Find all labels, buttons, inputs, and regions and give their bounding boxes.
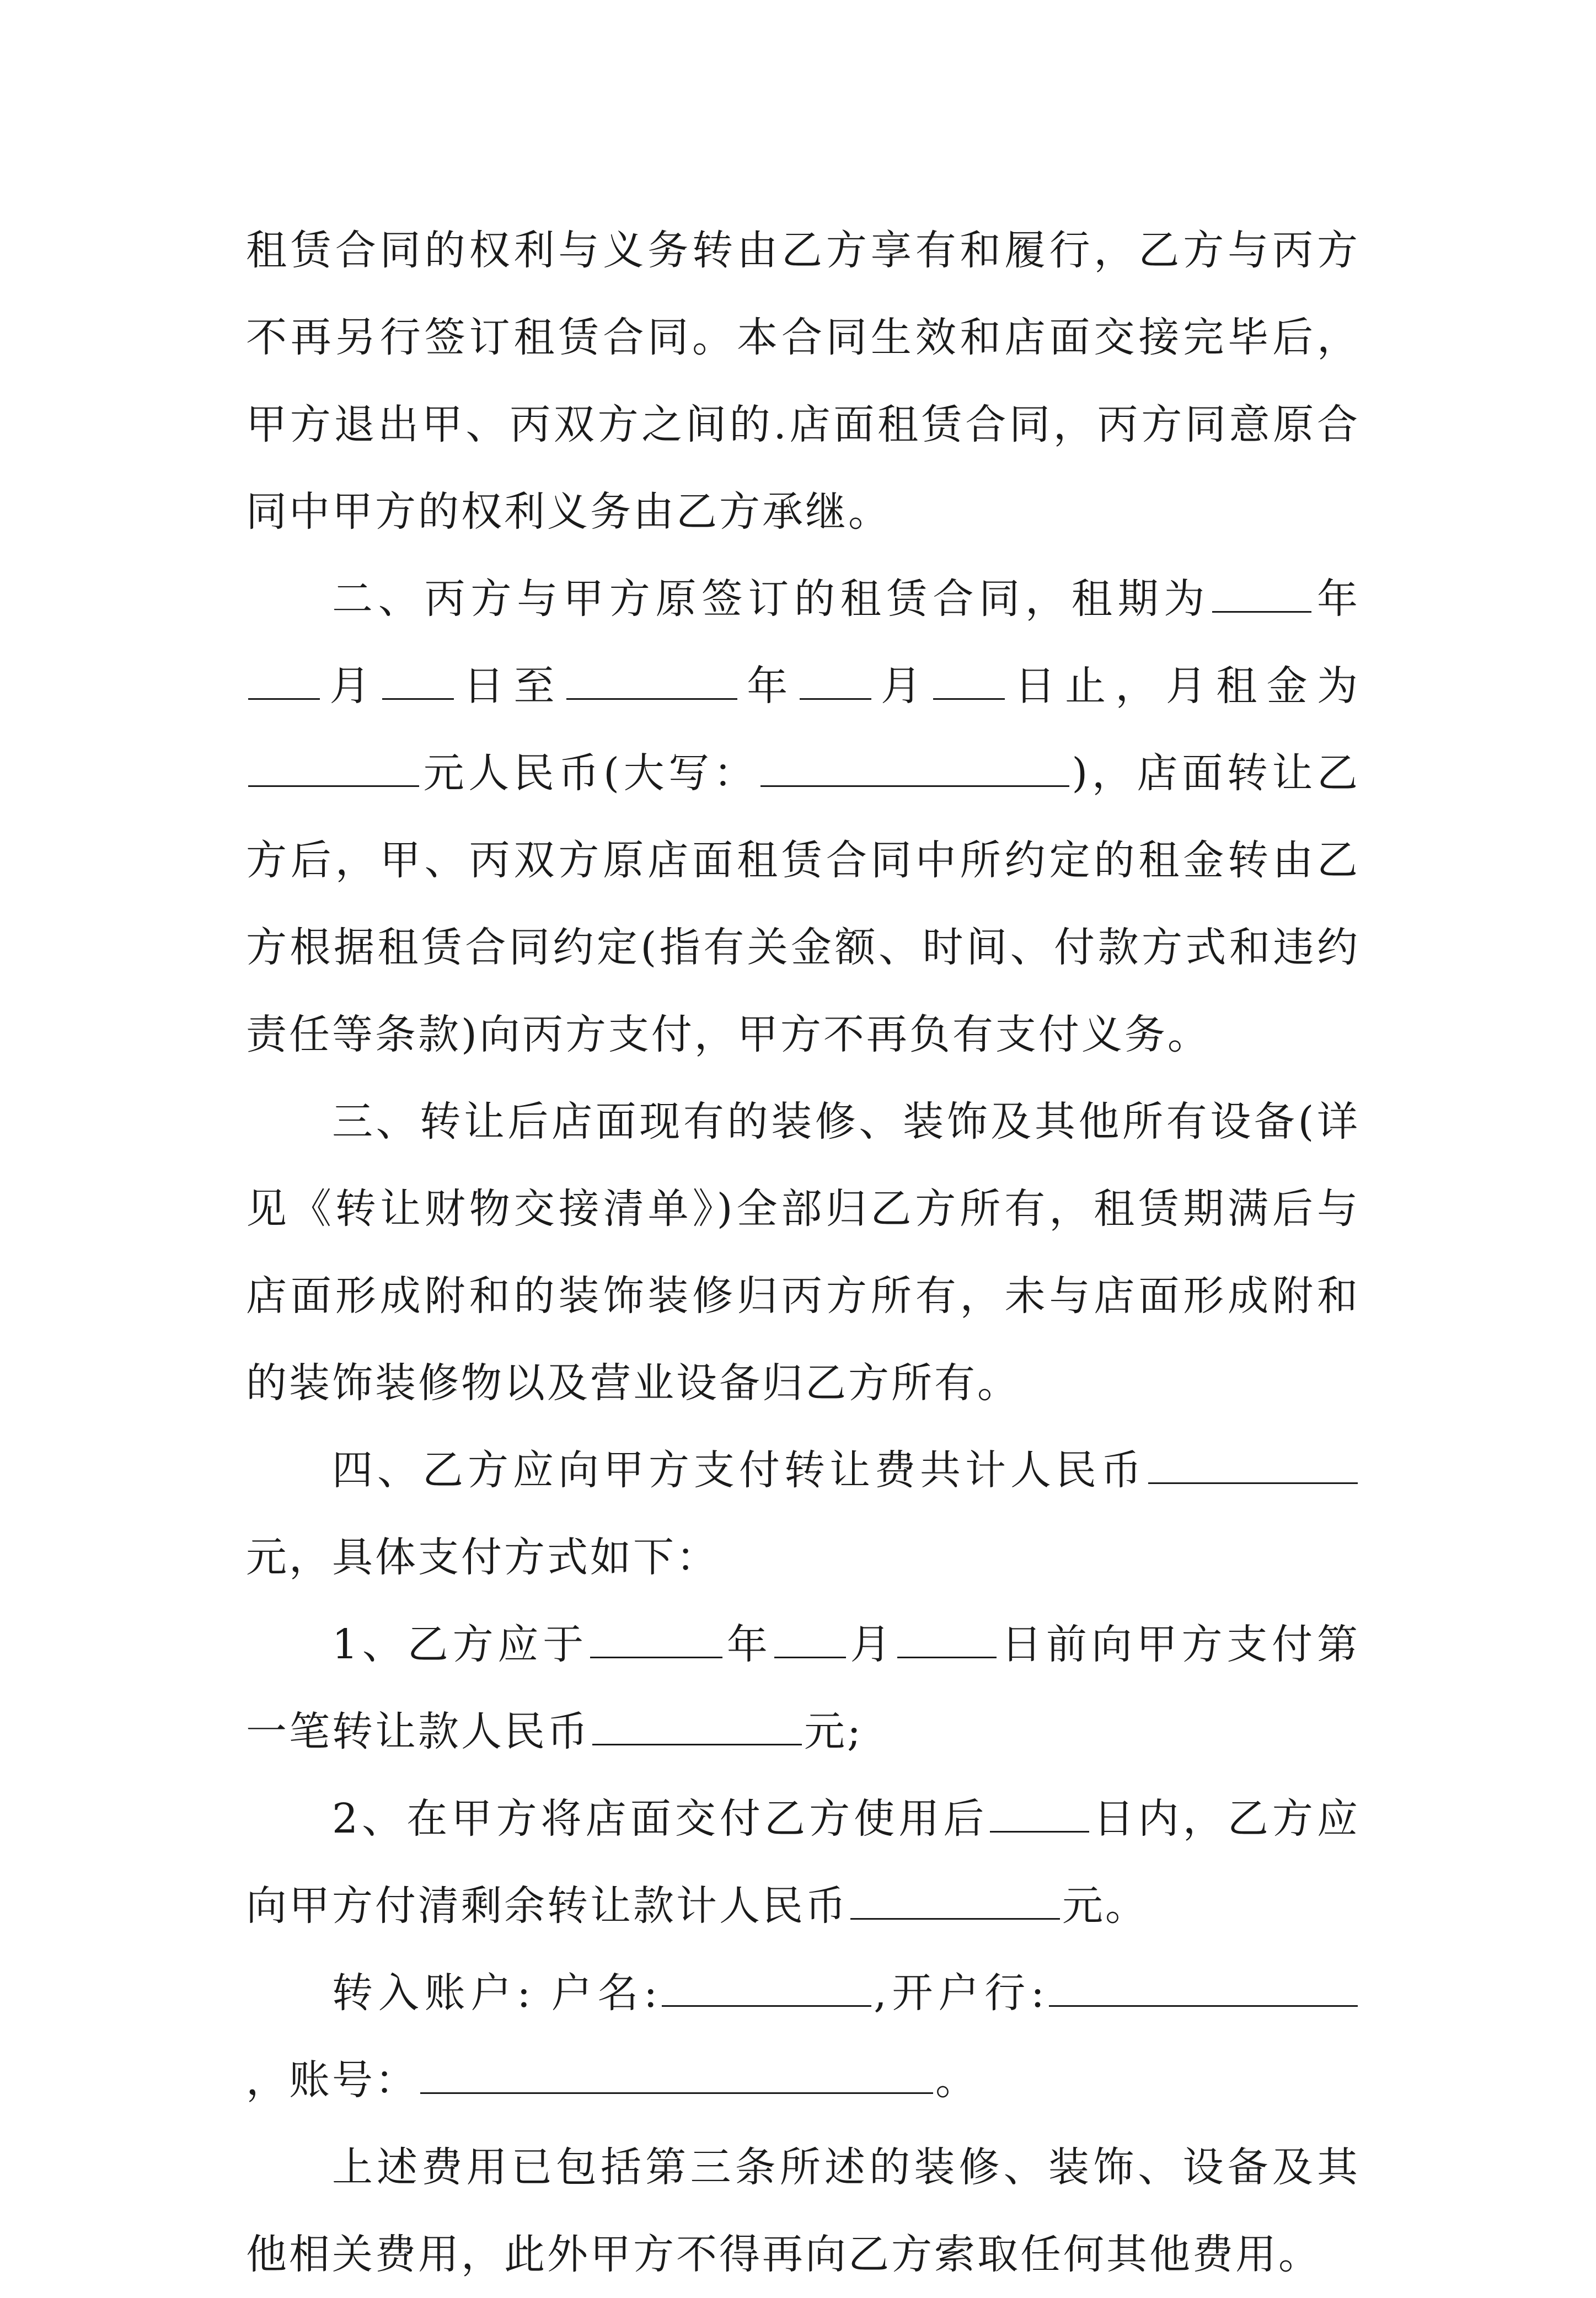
clause-four-text-a: 四、乙方应向甲方支付转让费共计人民币 [332,1447,1146,1494]
blank-field [760,750,1069,787]
payment-two-text-a: 2、在甲方将店面交付乙方使用后 [332,1795,988,1842]
document-page [246,207,1360,2298]
blank-field [850,1883,1060,1920]
blank-field [800,663,871,700]
account-text-d: 。 [935,2056,978,2104]
payment-two-text-b: 日内，乙方应向甲方付清剩余转让款计人民币 [246,1795,1360,1930]
clause-four-text-b: 元，具体支付方式如下： [246,1534,719,1581]
payment-one-text-a: 1、乙方应于 [332,1621,588,1668]
account-text-c: ，账号： [246,2056,418,2104]
blank-field [248,750,419,787]
paragraph-transfer-account [246,1949,1360,2124]
paragraph-lease-rights: 租赁合同的权利与义务转由乙方享有和履行，乙方与丙方不再另行签订租赁合同。本合同生效和店面交接完毕后，甲方退出甲、丙双方之间的.店面租赁合同，丙方同意原合同中甲方的权利义务由乙方承继。 [246,227,1360,535]
payment-two-text-c: 元。 [1062,1882,1148,1930]
paragraph-payment-two [246,1775,1360,1949]
account-text-a: 转入账户: 户名: [332,1969,660,2017]
clause-two-text-f: 月 [873,662,931,710]
payment-one-text-d: 日前向甲方支付第一笔转让款人民币 [246,1621,1360,1755]
clause-two-text-i: )，店面转让乙方后，甲、丙双方原店面租赁合同中所约定的租金转由乙方根据租赁合同约定(指有关金额、时间、付款方式和违约责任等条款)向丙方支付，甲方不再负有支付义务。 [246,749,1360,1058]
clause-two-text-c: 月 [322,662,380,710]
blank-field [1212,576,1311,613]
blank-field [420,2057,933,2094]
blank-field [1148,1447,1358,1484]
blank-field [382,663,454,700]
blank-field [1049,1970,1358,2007]
clause-two-text-b: 年 [1314,575,1361,623]
payment-one-text-b: 年 [725,1621,772,1668]
paragraph-fees-note: 上述费用已包括第三条所述的装修、装饰、设备及其他相关费用，此外甲方不得再向乙方索取任何其他费用。 [246,2144,1360,2278]
payment-one-text-e: 元; [804,1708,863,1755]
clause-two-text-a: 二、丙方与甲方原签订的租赁合同，租期为 [332,575,1211,623]
blank-field [933,663,1005,700]
clause-two-text-h: 元人民币(大写： [421,749,759,797]
account-text-b: ,开户行: [874,1969,1047,2017]
blank-field [774,1621,846,1658]
clause-two-text-g: 日止，月租金为 [1007,662,1360,710]
blank-field [566,663,737,700]
blank-field [590,1621,722,1658]
paragraph-clause-two [246,555,1360,1078]
blank-field [990,1796,1089,1833]
paragraph-clause-four [246,1427,1360,1601]
blank-field [592,1708,802,1745]
clause-two-text-d: 日至 [456,662,564,710]
paragraph-clause-three: 三、转让后店面现有的装修、装饰及其他所有设备(详见《转让财物交接清单》)全部归乙方所有，租赁期满后与店面形成附和的装饰装修归丙方所有，未与店面形成附和的装饰装修物以及营业设备归乙方所有。 [246,1098,1360,1407]
blank-field [248,663,320,700]
clause-two-text-e: 年 [739,662,797,710]
blank-field [662,1970,871,2007]
payment-one-text-c: 月 [848,1621,896,1668]
blank-field [897,1621,997,1658]
paragraph-payment-one [246,1601,1360,1775]
